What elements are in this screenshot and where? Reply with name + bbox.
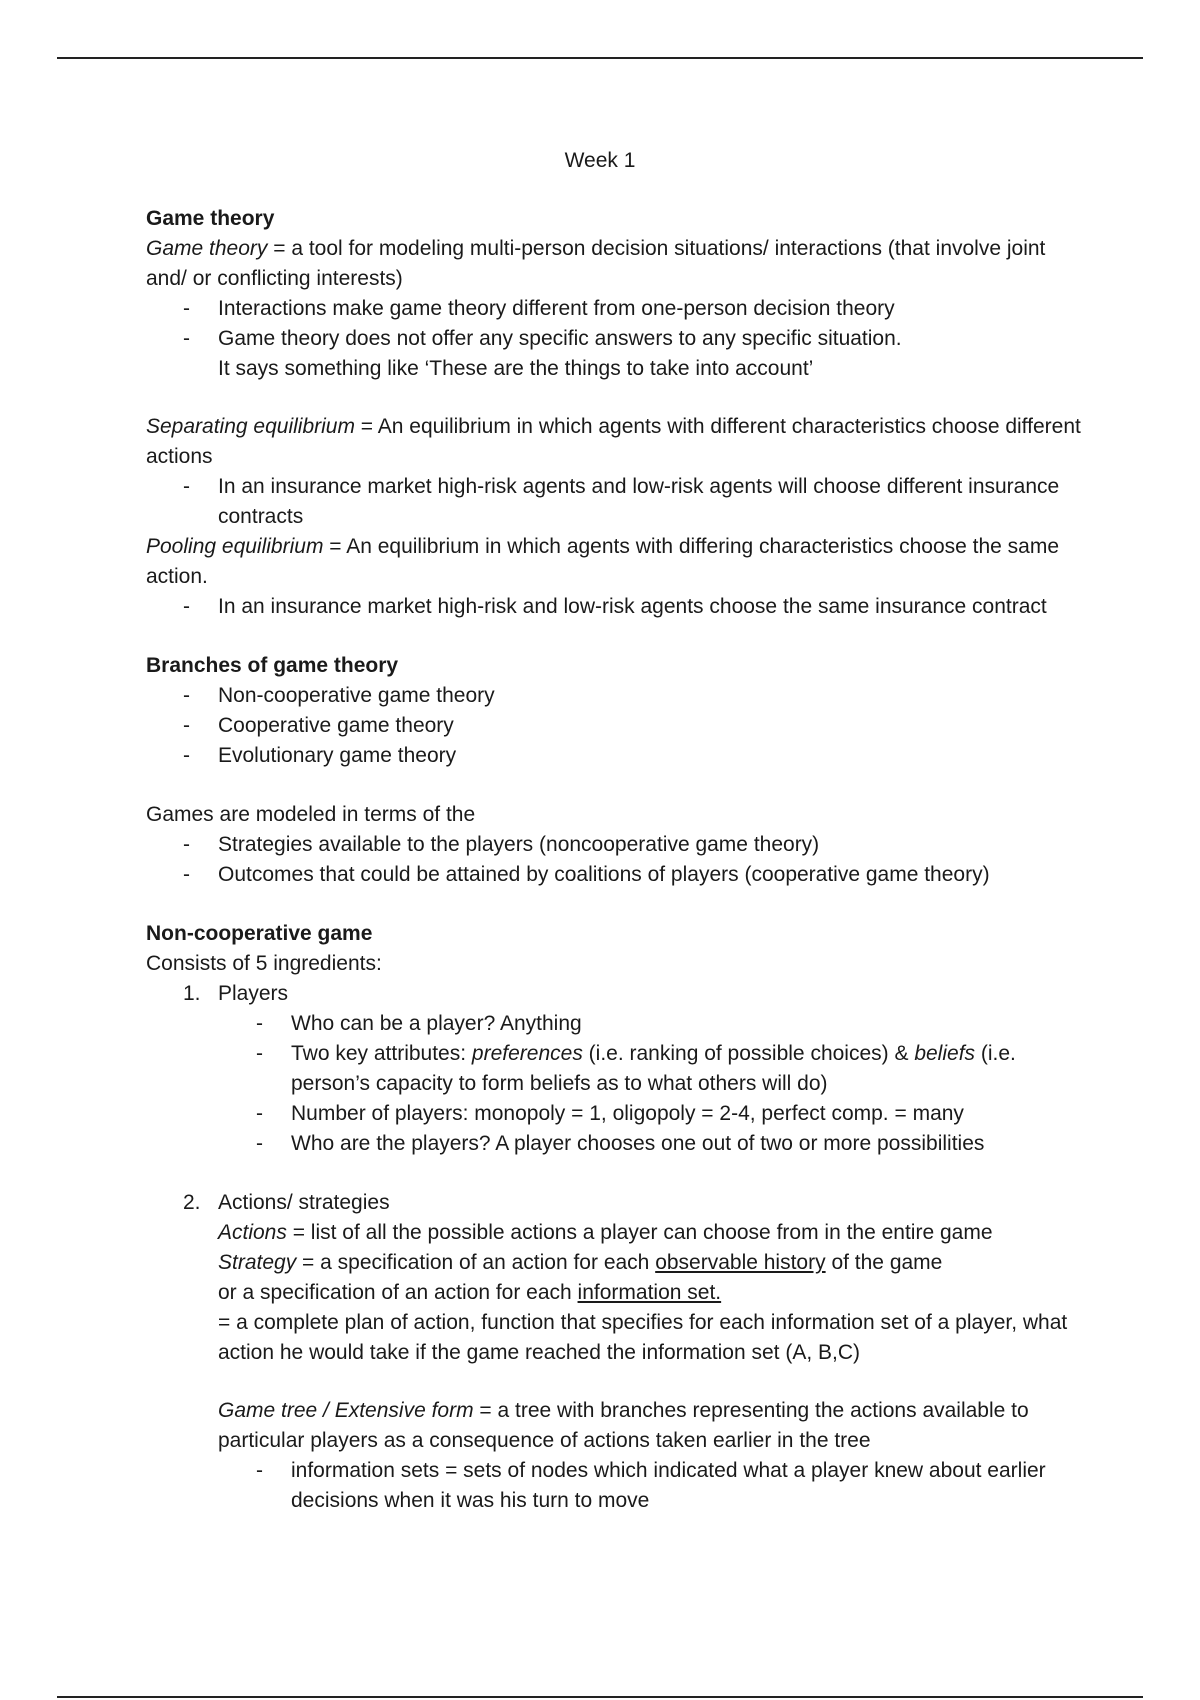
list-item: - Number of players: monopoly = 1, oligopoly = 2-4, perfect comp. = many [146,1099,1086,1129]
pooling-equilibrium-definition: Pooling equilibrium = An equilibrium in which agents with differing characteristics choose the same action. [146,535,1060,588]
modeled-list [146,830,1086,890]
actions-definition: Actions = list of all the possible actions a player can choose from in the entire game [218,1221,993,1244]
page-title: Week 1 [564,149,636,172]
list-item: - Two key attributes: preferences (i.e. ranking of possible choices) & beliefs (i.e. person’s capacity to form beliefs as to what others will do) [146,1039,1086,1099]
complete-plan: = a complete plan of action, function that specifies for each information set of a player, what action he would take if the game reached the information set (A, B,C) [218,1311,1068,1364]
document-body [146,204,1086,1516]
numbered-item-players: 1. Players [183,982,289,1005]
heading-non-cooperative-game: Non-cooperative game [146,922,373,945]
bottom-rule [57,1696,1143,1698]
separating-equilibrium-definition: Separating equilibrium = An equilibrium in which agents with different characteristics choose different actions [146,415,1081,468]
game-theory-definition: Game theory = a tool for modeling multi-person decision situations/ interactions (that involve joint and/ or conflicting interests) [146,237,1046,290]
term-observable-history: observable history [655,1251,826,1274]
list-item: - Game theory does not offer any specific answers to any specific situation. It says something like ‘These are the things to take into account’ [146,324,1086,384]
top-rule [57,57,1143,59]
list-item: - In an insurance market high-risk and low-risk agents choose the same insurance contract [146,592,1086,622]
list-item: - Interactions make game theory different from one-person decision theory [146,294,1086,324]
list-item: - In an insurance market high-risk agents and low-risk agents will choose different insurance contracts [146,472,1086,532]
players-bullets [146,1009,1086,1159]
term-information-set: information set. [577,1281,722,1304]
game-tree-definition: Game tree / Extensive form = a tree with branches representing the actions available to particular players as a consequence of actions taken earlier in the tree [218,1399,1029,1452]
modeled-intro: Games are modeled in terms of the [146,803,476,826]
list-item: - Who are the players? A player chooses one out of two or more possibilities [146,1129,1086,1159]
ingredients-intro: Consists of 5 ingredients: [146,952,382,975]
list-item: - Non-cooperative game theory [146,681,1086,711]
term-game-theory: Game theory [146,237,268,260]
list-item: - information sets = sets of nodes which indicated what a player knew about earlier decisions when it was his turn to move [146,1456,1086,1516]
list-item: - Evolutionary game theory [146,741,1086,771]
pooling-bullets [146,592,1086,622]
numbered-item-actions: 2. Actions/ strategies [183,1191,390,1214]
heading-branches: Branches of game theory [146,654,399,677]
actions-definitions [146,1218,1086,1456]
list-item: - Strategies available to the players (noncooperative game theory) [146,830,1086,860]
list-item: - Cooperative game theory [146,711,1086,741]
list-item: - Outcomes that could be attained by coalitions of players (cooperative game theory) [146,860,1086,890]
strategy-alternative: or a specification of an action for each information set. [218,1281,722,1304]
game-theory-bullets [146,294,1086,384]
term-separating-equilibrium: Separating equilibrium [146,415,355,438]
strategy-definition: Strategy = a specification of an action for each observable history of the game [218,1251,943,1274]
branches-list [146,681,1086,771]
list-item: - Who can be a player? Anything [146,1009,1086,1039]
game-tree-bullets [146,1456,1086,1516]
term-pooling-equilibrium: Pooling equilibrium [146,535,324,558]
separating-bullets [146,472,1086,532]
heading-game-theory: Game theory [146,207,275,230]
